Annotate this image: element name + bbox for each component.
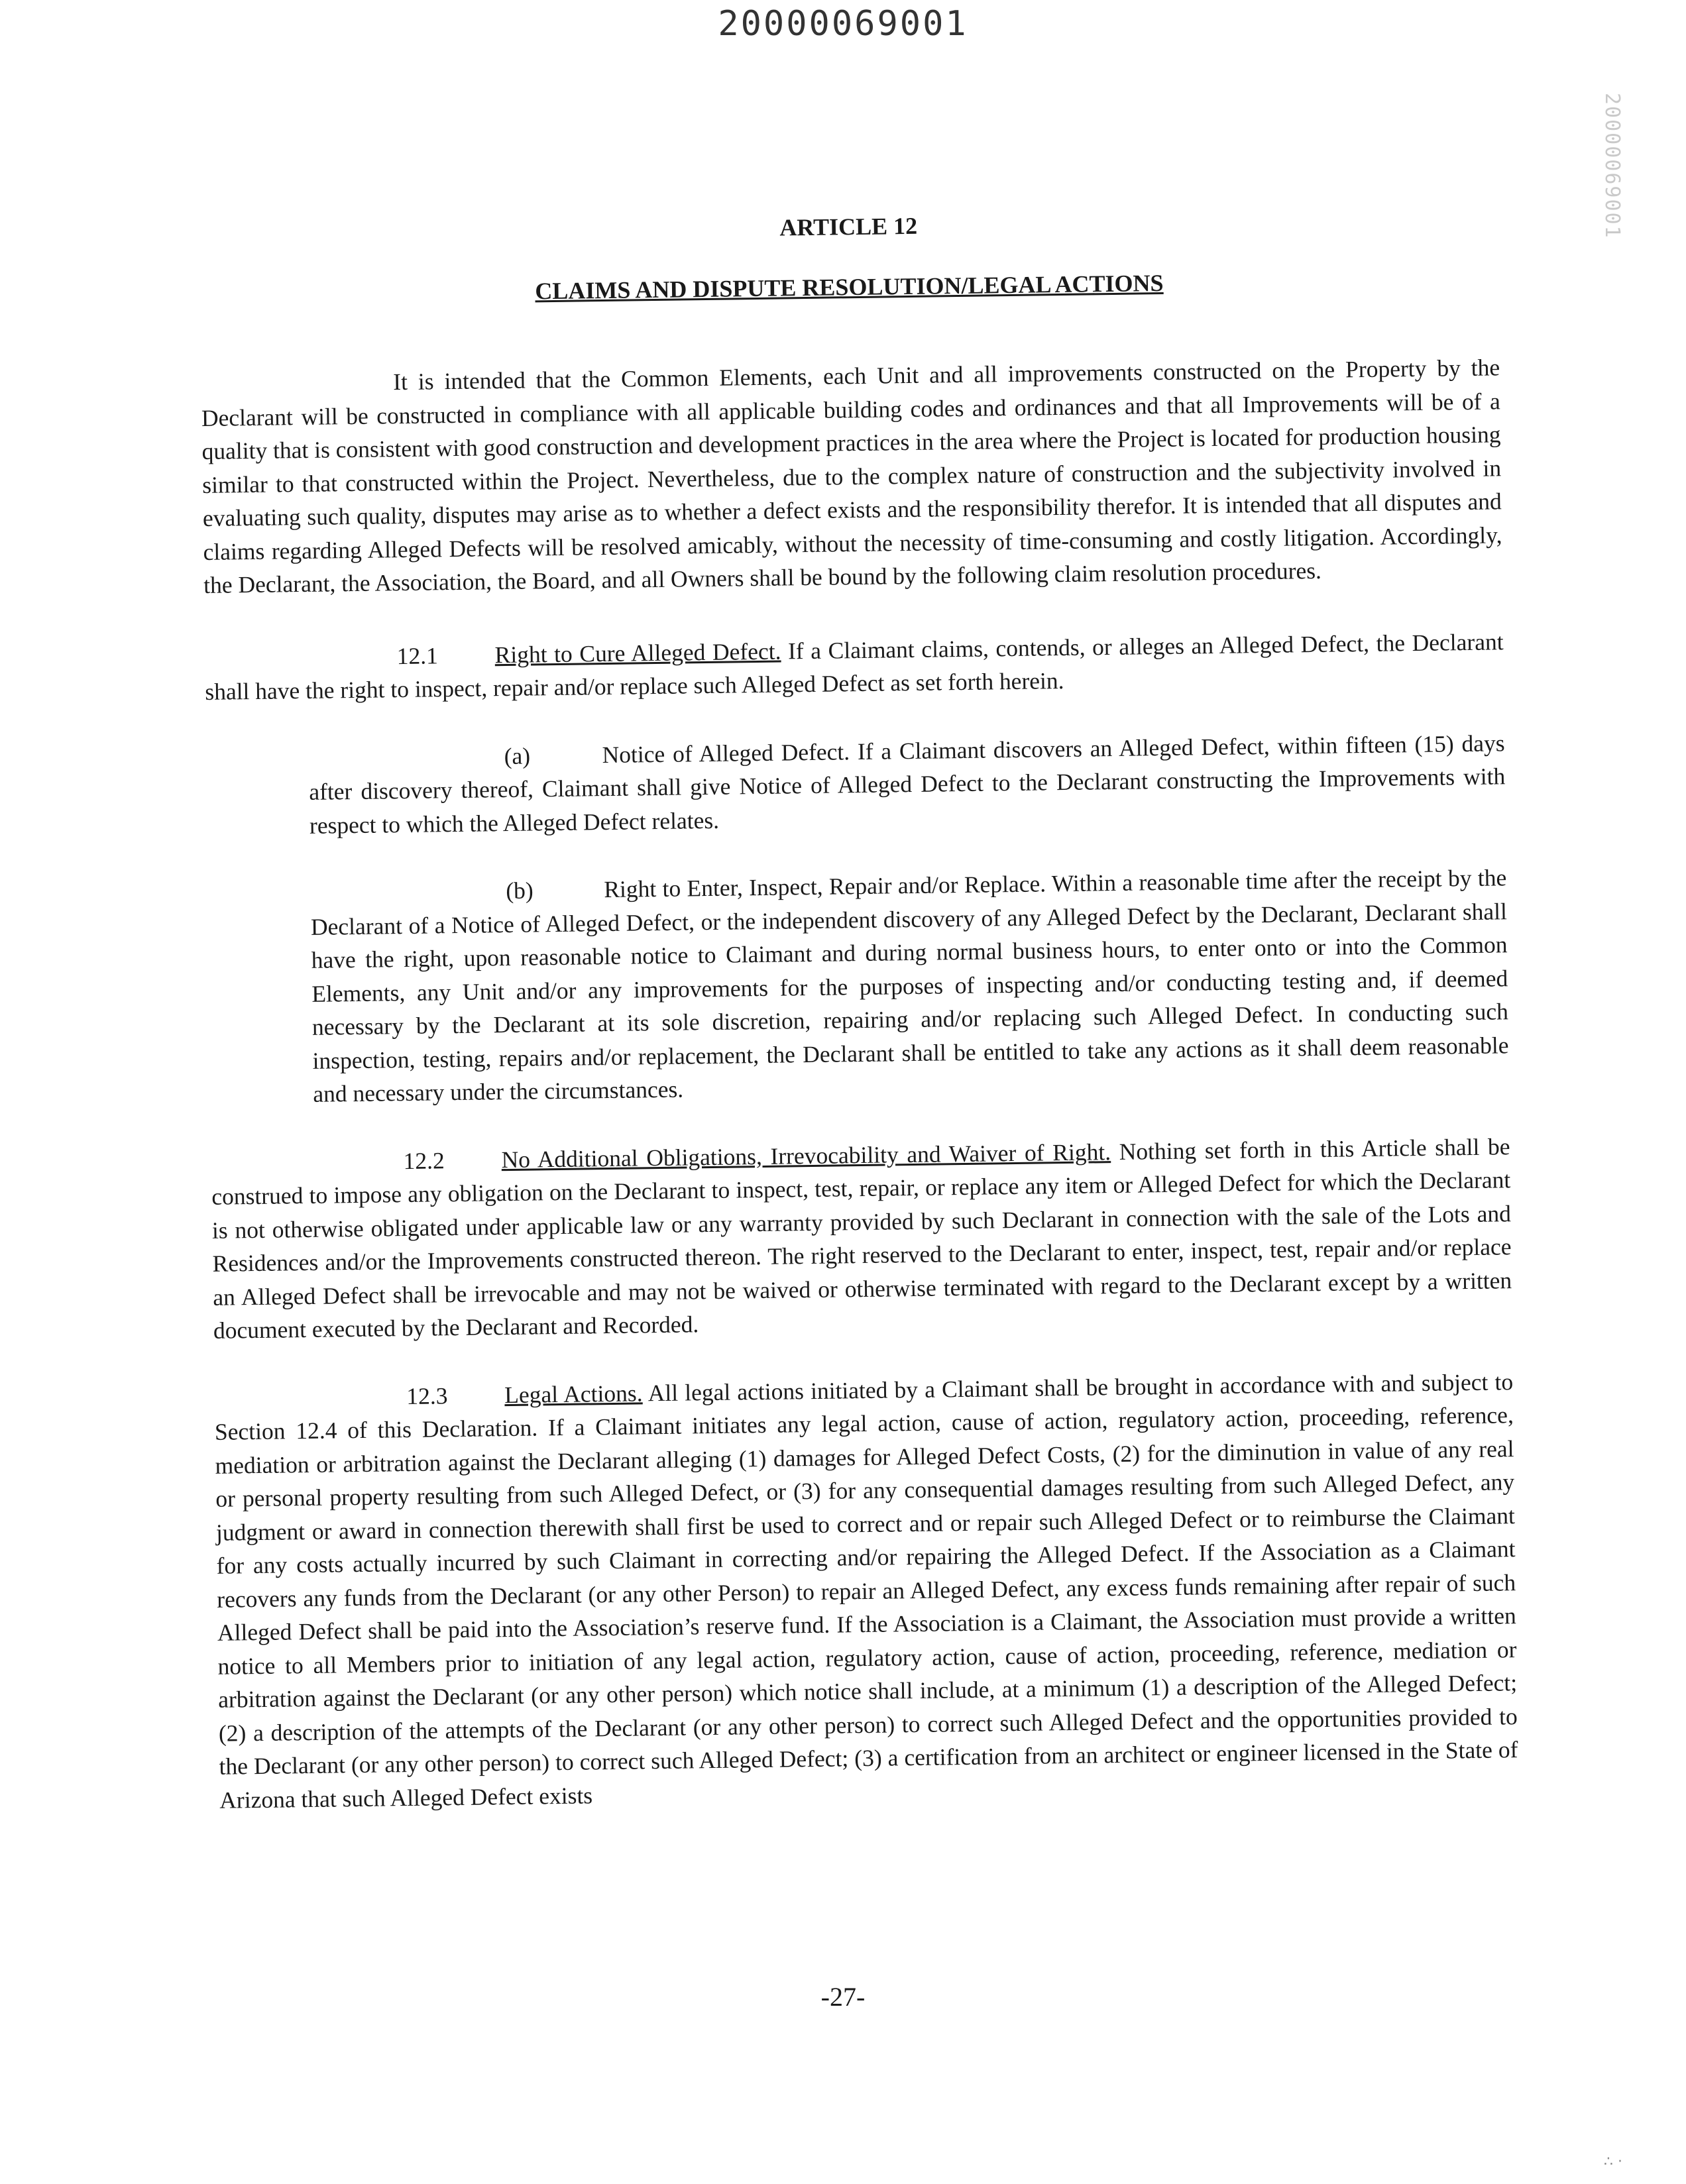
side-recording-stamp: 20000069001	[1601, 93, 1624, 239]
section-heading: No Additional Obligations, Irrevocability and Waiver of Right.	[501, 1138, 1111, 1173]
section-text: All legal actions initiated by a Claimant shall be brought in accordance with and subject to Section 12.4 of this Declaration. If a Claimant initiates any legal action, cause of action, regulatory action, proceeding, reference, mediation or arbitration against the Declarant alleging (1) damages for Alleged Defect Costs, (2) for the diminution in value of any real or personal property resulting from such Alleged Defect, or (3) for any consequential damages resulting from such Alleged Defect, any judgment or award in connection therewith shall first be used to correct and or repair such Alleged Defect or to reimburse the Claimant for any costs actually incurred by such Claimant in correcting and/or repairing the Alleged Defect. If the Association as a Claimant recovers any funds from the Declarant (or any other Person) to repair an Alleged Defect, any excess funds remaining after repair of such Alleged Defect shall be paid into the Association’s reserve fund. If the Association is a Claimant, the Association must provide a written notice to all Members prior to initiation of any legal action, regulatory action, cause of action, proceeding, reference, mediation or arbitration against the Declarant (or any other person) which notice shall include, at a minimum (1) a description of the Alleged Defect; (2) a description of the attempts of the Declarant (or any other person) to correct such Alleged Defect and the opportunities provided to the Declarant (or any other person) to correct such Alleged Defect; (3) a certification from an architect or engineer licensed in the State of Arizona that such Alleged Defect exists	[214, 1368, 1518, 1814]
section-number: 12.3	[406, 1382, 448, 1409]
section-text: If a Claimant claims, contends, or alleges an Alleged Defect, the Declarant shall have the right to inspect, repair and/or replace such Alleged Defect as set forth herein.	[205, 628, 1504, 705]
scan-corner-mark: ∴ ·	[1604, 2154, 1622, 2170]
recording-number: 20000069001	[718, 4, 968, 44]
section-number: 12.2	[403, 1146, 445, 1174]
article-title: CLAIMS AND DISPUTE RESOLUTION/LEGAL ACTIONS	[535, 269, 1164, 304]
section-text: Nothing set forth in this Article shall be construed to impose any obligation on the Declarant to inspect, test, repair, or replace any item or Alleged Defect for which the Declarant is not otherwise obligated under applicable law or any warranty provided by such Declarant in connection with the sale of the Lots and Residences and/or the Improvements constructed thereon. The right reserved to the Declarant to enter, inspect, test, repair and/or replace an Alleged Defect shall be irrevocable and may not be waived or otherwise terminated with regard to the Declarant except by a written document executed by the Declarant and Recorded.	[211, 1132, 1512, 1344]
subsection-12-1-a	[308, 726, 1506, 842]
section-heading: Legal Actions.	[504, 1379, 643, 1408]
subsection-label: (b)	[506, 877, 534, 904]
section-12-3	[214, 1365, 1518, 1817]
intro-paragraph: It is intended that the Common Elements, each Unit and all improvements constructed on the Property by the Declarant will be constructed in compliance with all applicable building codes and ordinances and that all Improvements will be of a quality that is consistent with good construction and development practices in the area where the Project is located for production housing similar to that constructed within the Project. Nevertheless, due to the complex nature of construction and the subjectivity involved in evaluating such quality, disputes may arise as to whether a defect exists and the responsibility therefor. It is intended that all disputes and claims regarding Alleged Defects will be resolved amicably, without the necessity of time-consuming and costly litigation. Accordingly, the Declarant, the Association, the Board, and all Owners shall be bound by the following claim resolution procedures.	[201, 354, 1502, 598]
section-12-2	[211, 1130, 1512, 1348]
subsection-12-1-b	[310, 861, 1509, 1111]
section-12-1	[204, 625, 1504, 709]
subsection-text: Right to Enter, Inspect, Repair and/or Replace. Within a reasonable time after the receipt by the Declarant of a Notice of Alleged Defect, or the independent discovery of any Alleged Defect by the Declarant, Declarant shall have the right, upon reasonable notice to Claimant and during normal business hours, to enter onto or into the Common Elements, any Unit and/or any improvements for the purposes of inspecting and/or conducting testing and, if deemed necessary by the Declarant at its sole discretion, repairing and/or replacing such Alleged Defect. In conducting such inspection, testing, repairs and/or replacement, the Declarant shall be entitled to take any actions as it shall deem reasonable and necessary under the circumstances.	[310, 864, 1509, 1107]
article-number: ARTICLE 12	[779, 212, 918, 241]
section-number: 12.1	[396, 641, 439, 669]
section-heading: Right to Cure Alleged Defect.	[494, 637, 781, 668]
page-number: -27-	[820, 1982, 866, 2012]
subsection-text: Notice of Alleged Defect. If a Claimant discovers an Alleged Defect, within fifteen (15) days after discovery thereof, Claimant shall give Notice of Alleged Defect to the Declarant constructing the Improvements with respect to which the Alleged Defect relates.	[309, 729, 1506, 839]
document-body	[199, 201, 1519, 1851]
subsection-label: (a)	[504, 742, 531, 769]
